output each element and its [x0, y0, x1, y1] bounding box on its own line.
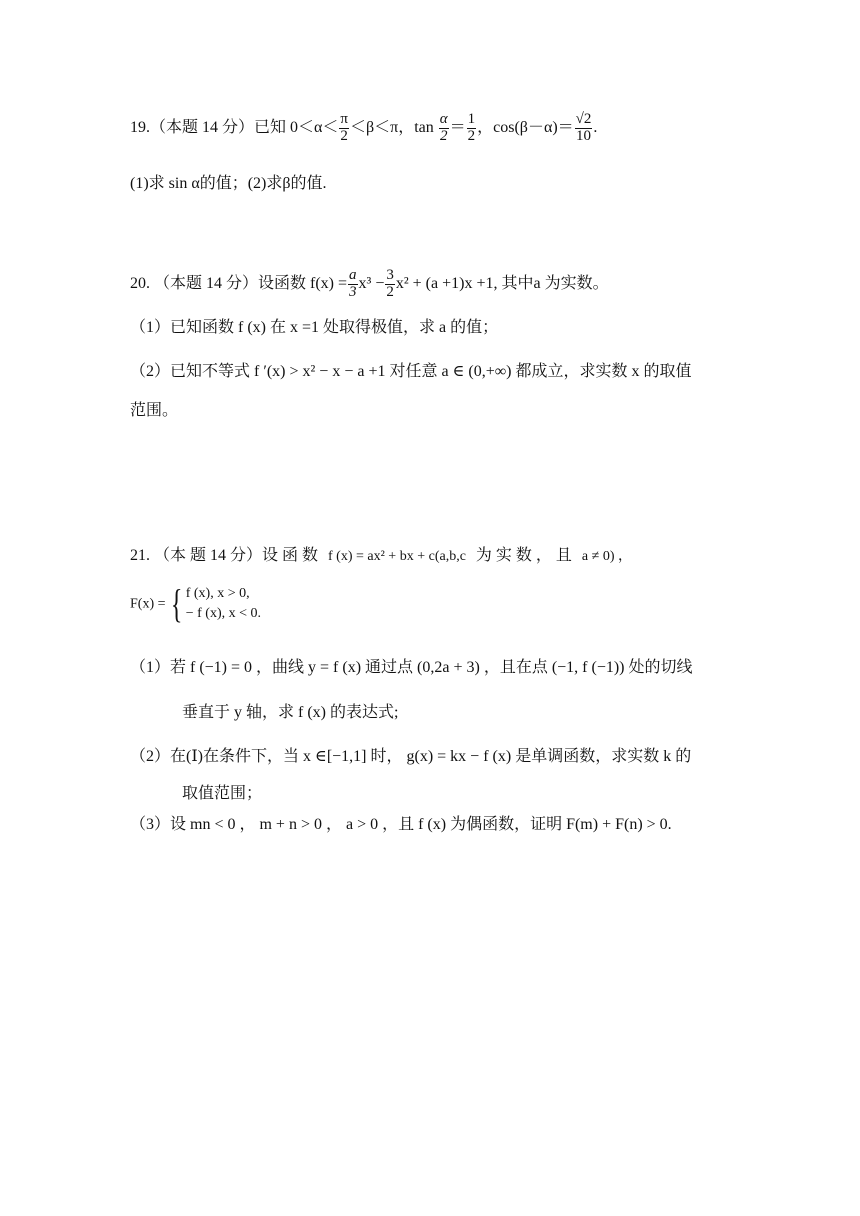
- q21-sub1: （1）若 f (−1) = 0 ，曲线 y = f (x) 通过点 (0,2a + 3) ，且在点 (−1, f (−1)) 处的切线: [130, 659, 693, 676]
- frac-numerator: π: [340, 111, 348, 127]
- q19-middle-text: ＜β＜π，tan: [349, 118, 438, 136]
- frac-numerator: 1: [467, 111, 476, 127]
- frac-numerator: a: [349, 267, 357, 283]
- q21-header-b: f (x) = ax² + bx + c(a,b,c: [328, 549, 466, 564]
- q20-term-text: x³ −: [358, 274, 385, 292]
- frac-numerator: √2: [575, 111, 592, 127]
- q20-sub2: （2）已知不等式 f ′(x) > x² − x − a +1 对任意 a ∈ (0,+∞) 都成立，求实数 x 的取值: [130, 363, 692, 380]
- q21-cases: [186, 584, 261, 625]
- q21-sub1-continuation: 垂直于 y 轴，求 f (x) 的表达式;: [182, 704, 399, 721]
- q19-header-text: 19.（本题 14 分）已知 0＜α＜: [130, 118, 339, 136]
- q21-header-c: 为 实 数 ， 且: [475, 547, 572, 564]
- frac-denominator: 10: [576, 127, 592, 144]
- q19-fraction-root2-over-10: [575, 112, 593, 145]
- q19-fraction-pi-over-2: [339, 112, 349, 145]
- q20-fraction-3-over-2: [385, 268, 395, 301]
- frac-denominator: 2: [467, 127, 476, 144]
- q19-equals: ＝: [449, 118, 466, 136]
- q20-sub2-continuation: 范围。: [130, 402, 179, 419]
- q21-header-d: a ≠ 0) ，: [581, 549, 632, 564]
- q21-header-a: 21. （本 题 14 分）设 函 数: [130, 547, 319, 564]
- q21-sub2-continuation: 取值范围；: [182, 785, 263, 802]
- q19-cos-text: ，cos(β－α)＝: [477, 118, 574, 136]
- frac-denominator: 2: [340, 127, 348, 144]
- q21-F-label: F(x) =: [130, 596, 166, 612]
- q19-fraction-alpha-over-2: [439, 112, 449, 145]
- frac-denominator: 2: [439, 127, 448, 144]
- q21-sub2: （2）在(Ⅰ)在条件下，当 x ∈[−1,1] 时， g(x) = kx − f (x) 是单调函数，求实数 k 的: [130, 748, 692, 765]
- q20-header-line: [130, 268, 609, 301]
- q20-header-text: 20. （本题 14 分）设函数 f(x) =: [130, 274, 348, 292]
- q20-sub1: （1）已知函数 f (x) 在 x =1 处取得极值，求 a 的值；: [130, 319, 499, 336]
- q20-fraction-a-over-3: [348, 268, 358, 301]
- q21-case1: f (x), x > 0,: [185, 586, 250, 601]
- q21-header-line: [130, 548, 632, 564]
- q21-case2: − f (x), x < 0.: [185, 606, 261, 622]
- frac-denominator: 2: [386, 283, 394, 300]
- q20-tail-text: x² + (a +1)x +1, 其中a 为实数。: [395, 274, 609, 292]
- q21-piecewise-definition: [130, 581, 261, 627]
- q19-header-line: [130, 112, 597, 145]
- q19-subquestions: (1)求 sin α的值；(2)求β的值.: [130, 175, 327, 192]
- q19-end: .: [593, 118, 598, 136]
- q19-fraction-one-half: [467, 112, 477, 145]
- frac-denominator: 3: [349, 283, 357, 300]
- frac-numerator: 3: [386, 267, 394, 283]
- q21-sub3: （3）设 mn < 0 ， m + n > 0 ， a > 0 ，且 f (x) 为偶函数，证明 F(m) + F(n) > 0.: [130, 816, 672, 833]
- frac-numerator: α: [439, 111, 448, 127]
- brace-symbol: {: [170, 581, 183, 627]
